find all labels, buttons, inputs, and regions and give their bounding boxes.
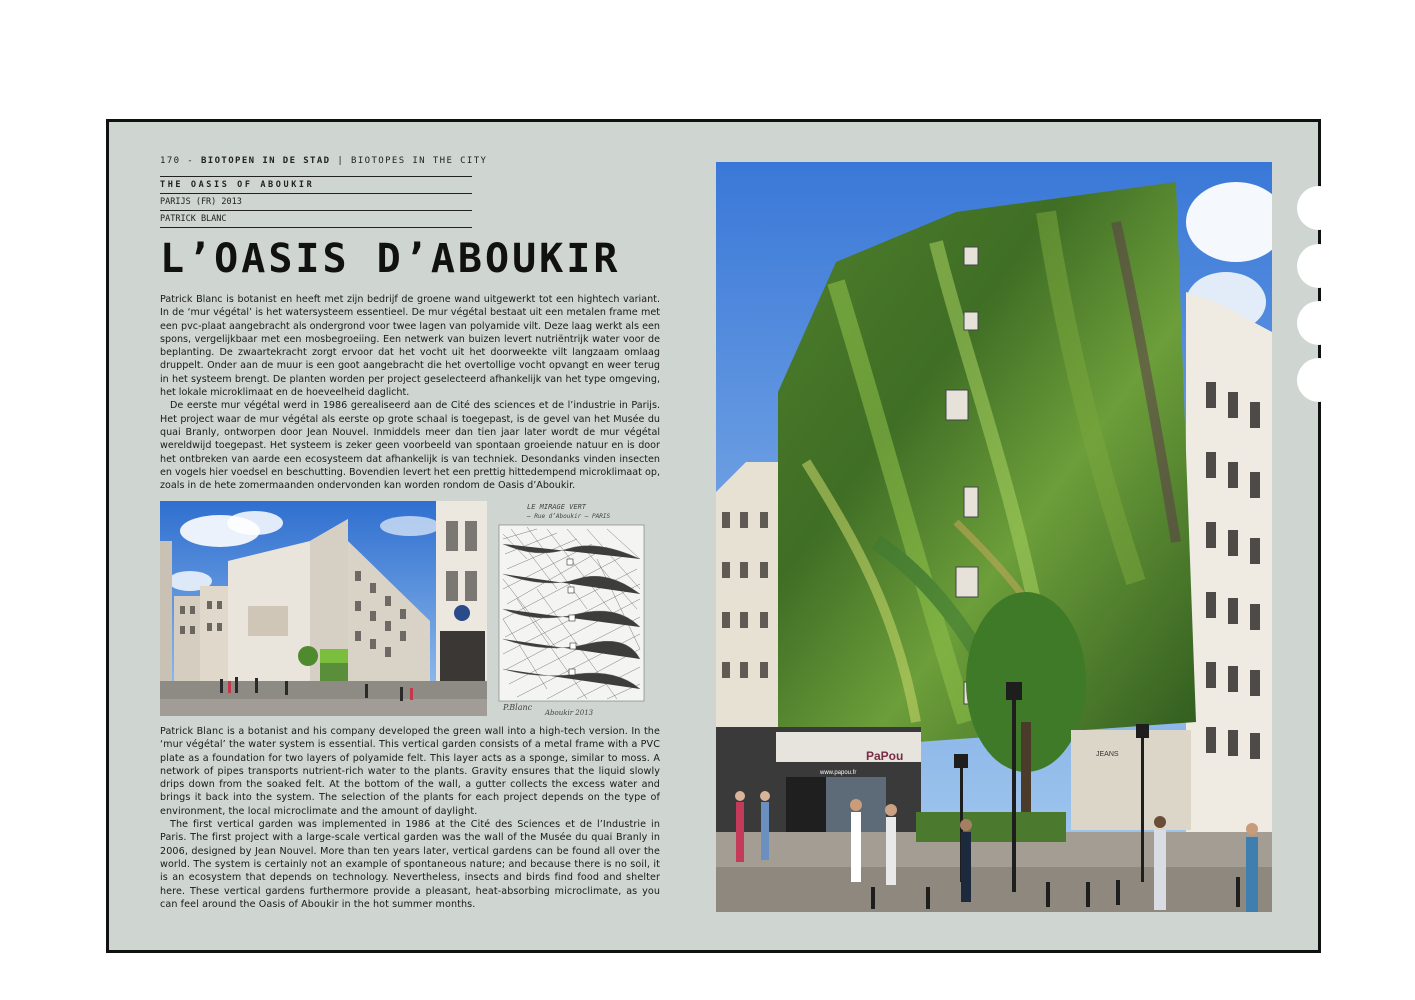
sketch-caption-line1: LE MIRAGE VERT bbox=[527, 503, 587, 511]
sketch-date: Aboukir 2013 bbox=[545, 709, 594, 717]
english-paragraph-1: Patrick Blanc is a botanist and his company developed the green wall into a high-tech version. In the ‘mur végétal’ the water system is essential. This vertical garden consists of a metal frame with a PVC plate as a foundation for two layers of polyamide felt. This layer acts as a sponge, similar to moss. A network of pipes transports nutrient-rich water to the plants. Gravity ensures that the liquid slowly drips down from the soaked felt. At the bottom of the wall, a gutter collects the excess water and brings it back into the system. The selection of the plants for each project depends on the type of environment, the local microclimate and the amount of daylight. bbox=[160, 726, 660, 817]
project-designer: PATRICK BLANC bbox=[160, 211, 472, 228]
shop-url: www.papou.fr bbox=[820, 770, 857, 776]
page-title: L’OASIS D’ABOUKIR bbox=[160, 236, 621, 282]
wall-sketch bbox=[497, 499, 657, 717]
index-tab bbox=[1297, 186, 1341, 230]
dutch-text bbox=[160, 293, 660, 492]
index-tab bbox=[1297, 244, 1341, 288]
index-tab bbox=[1297, 301, 1341, 345]
running-header: 170 - BIOTOPEN IN DE STAD | BIOTOPES IN THE CITY bbox=[160, 156, 488, 166]
shop-sign-right: JEANS bbox=[1096, 751, 1119, 758]
sketch-caption-line2: – Rue d’Aboukir – PARIS bbox=[527, 513, 611, 520]
english-text bbox=[160, 725, 660, 911]
page-number: 170 bbox=[160, 156, 181, 166]
green-wall-photo bbox=[716, 162, 1272, 912]
dutch-paragraph-2: De eerste mur végétal werd in 1986 gerealiseerd aan de Cité des sciences et de l’industrie in Parijs. Het project waar de mur végétal als eerste op grote schaal is toegepast, is de gevel van het Musée du quai Branly, ontworpen door Jean Nouvel. Inmiddels meer dan tien jaar later wordt de mur végétal wereldwijd toegepast. Het systeem is zeker geen voorbeeld van spontaan groeiende natuur en is door het ontbreken van aarde een ecosysteem dat afhankelijk is van techniek. Desondanks vinden insecten en vogels hier voedsel en beschutting. Bovendien levert het een prettig hittedempend microklimaat op, zoals in de hete zomermaanden ondervonden kan worden rondom de Oasis d’Aboukir. bbox=[160, 400, 661, 492]
left-column bbox=[160, 156, 665, 282]
dutch-paragraph-1: Patrick Blanc is botanist en heeft met zijn bedrijf de groene wand uitgewerkt tot een hightech variant. In de ‘mur végétal’ is het watersysteem essentieel. De mur végétal bestaat uit een metalen frame met een pvc-plaat aangebracht als ondergrond voor twee lagen van polyamide vilt. Deze laag werkt als een spons, vergelijkbaar met een mosbegroeiing. Een netwerk van buizen levert nutriëntrijk water voor de beplanting. De zwaartekracht zorgt ervoor dat het vocht uit het doorweekte vilt langzaam omlaag druppelt. Onder aan de muur is een goot aangebracht die het overtollige vocht opvangt en weer terug in het systeem brengt. De planten worden per project geselecteerd afhankelijk van het type omgeving, het lokale microklimaat en de hoeveelheid daglicht. bbox=[160, 294, 660, 399]
sketch-signature: P.Blanc bbox=[503, 703, 533, 712]
project-location-year: PARIJS (FR) 2013 bbox=[160, 194, 472, 211]
section-title-en: BIOTOPES IN THE CITY bbox=[351, 156, 488, 166]
project-title-small: THE OASIS OF ABOUKIR bbox=[160, 177, 472, 194]
street-photo bbox=[160, 501, 487, 716]
section-title-nl: BIOTOPEN IN DE STAD bbox=[200, 156, 331, 166]
index-tab bbox=[1297, 358, 1341, 402]
shop-sign-left: PaPou bbox=[866, 749, 904, 763]
project-meta bbox=[160, 176, 472, 228]
english-paragraph-2: The first vertical garden was implemented in 1986 at the Cité des Sciences et de l’Industrie in Paris. The first project with a large-scale vertical garden was the wall of the Musée du quai Branly in 2006, designed by Jean Nouvel. More than ten years later, vertical gardens can be found all over the world. The system is certainly not an example of spontaneous nature; and because there is no soil, it is an ecosystem that depends on technology. Nevertheless, insects and birds find food and shelter here. These vertical gardens furthermore provide a pleasant, heat-absorbing microclimate, as you can feel around the Oasis of Aboukir in the hot summer months. bbox=[160, 819, 660, 910]
